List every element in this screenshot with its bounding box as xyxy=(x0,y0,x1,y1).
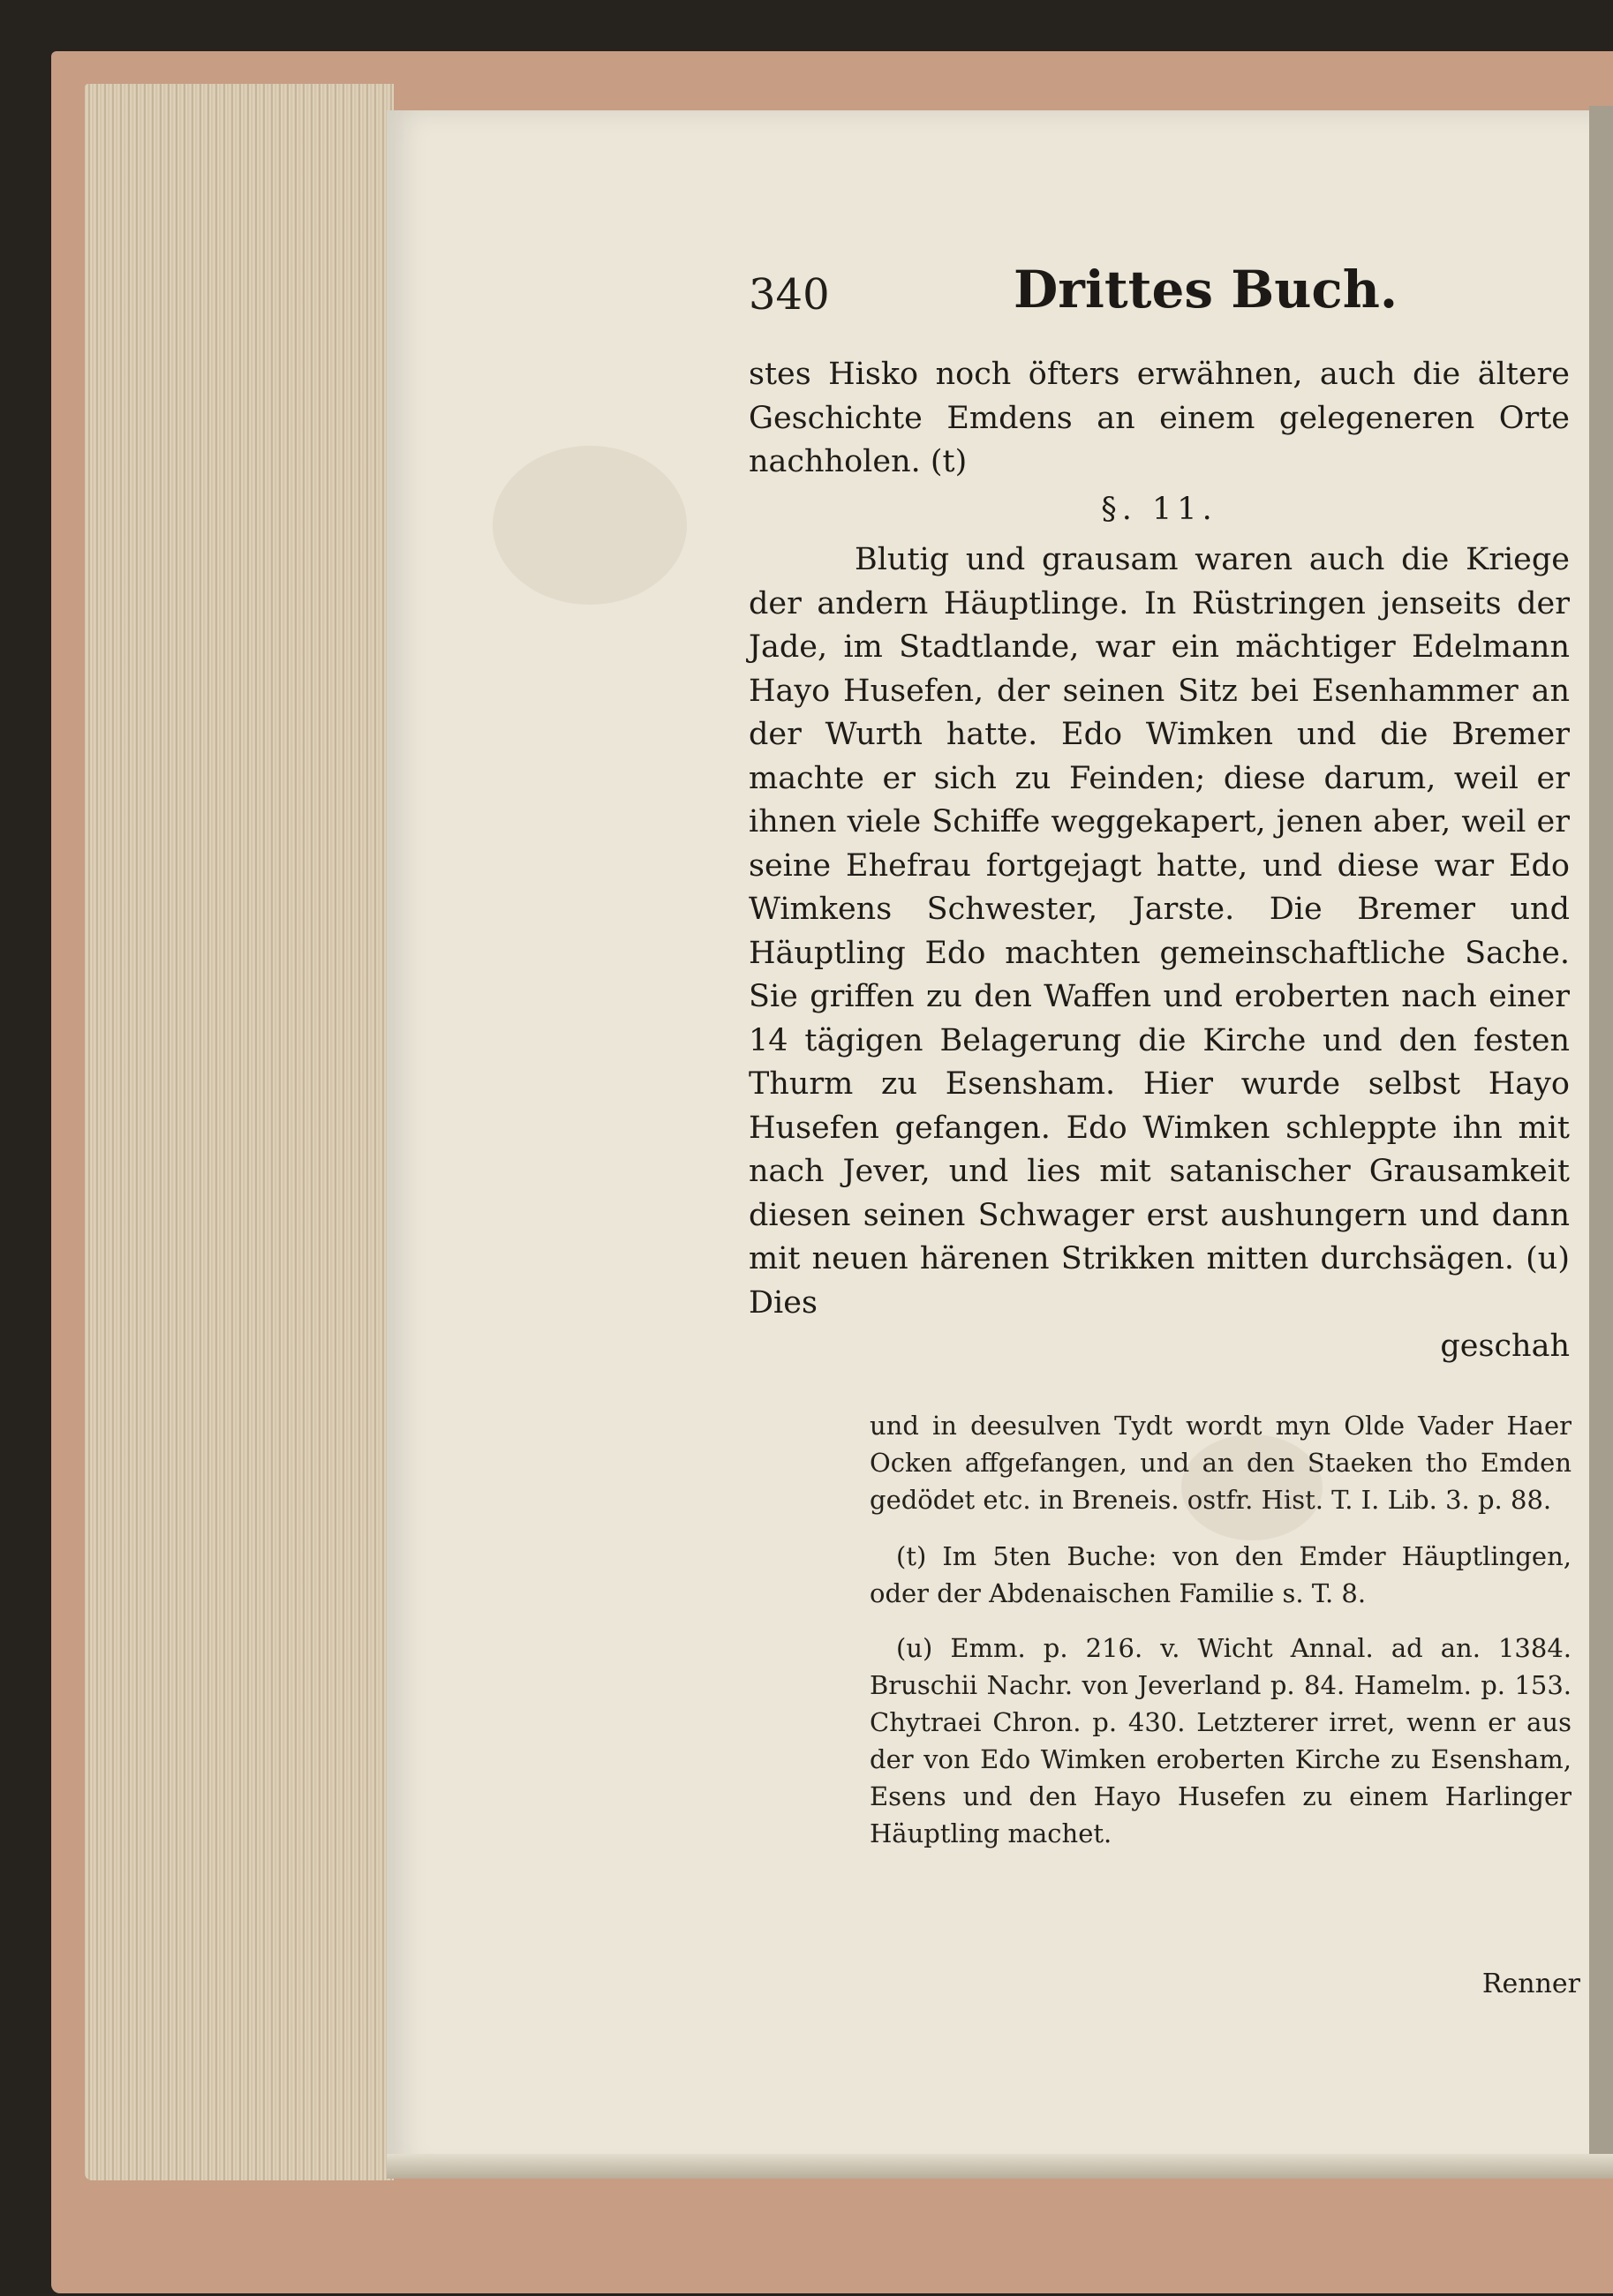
catchword: Renner xyxy=(1481,1969,1580,1999)
footnotes xyxy=(870,1407,1572,1870)
footnote-t: (t) Im 5ten Buche: von den Emder Häuptlingen, oder der Abdenaischen Familie s. T. 8. xyxy=(870,1541,1572,1608)
page-number: 340 xyxy=(749,270,830,320)
page-edges xyxy=(85,84,394,2180)
footnote-u: (u) Emm. p. 216. v. Wicht Annal. ad an. 1384. Bruschii Nachr. von Jeverland p. 84. Hamelm. p. 153. Chytraei Chron. p. 430. Letzterer irret, wenn er aus der von Edo Wimken eroberten Kirche zu Esensham, Esens und den Hayo Husefen zu einem Harlinger Häuptling machet. xyxy=(870,1633,1572,1848)
page-bottom-edge xyxy=(387,2154,1613,2179)
footnote-continuation: und in deesulven Tydt wordt myn Olde Vader Haer Ocken affgefangen, und an den Staeken tho Emden gedödet etc. in Breneis. ostfr. Hist. T. I. Lib. 3. p. 88. xyxy=(870,1411,1572,1515)
opening-paragraph: stes Hisko noch öfters erwähnen, auch die ältere Geschichte Emdens an einem gelegeneren Orte nachholen. (t) xyxy=(749,357,1570,479)
paragraph: Blutig und grausam waren auch die Kriege der andern Häuptlinge. In Rüstringen jenseits der Jade, im Stadtlande, war ein mächtiger Edelmann Hayo Husefen, der seinen Sitz bei Esenhammer an der Wurth hatte. Edo Wimken und die Bremer machte er sich zu Feinden; diese darum, weil er ihnen viele Schiffe weggekapert, jenen aber, weil er seine Ehefrau fortgejagt hatte, und diese war Edo Wimkens Schwester, Jarste. Die Bremer und Häuptling Edo machten gemeinschaftliche Sache. Sie griffen zu den Waffen und eroberten nach einer 14 tägigen Belagerung die Kirche und den festen Thurm zu Esensham. Hier wurde selbst Hayo Husefen gefangen. Edo Wimken schleppte ihn mit nach Jever, und lies mit satanischer Grausamkeit diesen seinen Schwager erst aushungern und dann mit neuen härenen Strikken mitten durchsägen. (u) Dies xyxy=(749,542,1570,1321)
running-title: Drittes Buch. xyxy=(1014,260,1398,320)
catchword-main: geschah xyxy=(1440,1329,1570,1364)
paper-stain xyxy=(493,446,687,605)
main-text xyxy=(749,353,1570,1369)
page-header xyxy=(749,256,1587,327)
page-gutter-right xyxy=(1589,106,1613,2172)
section-mark: §. 11. xyxy=(1101,491,1217,527)
